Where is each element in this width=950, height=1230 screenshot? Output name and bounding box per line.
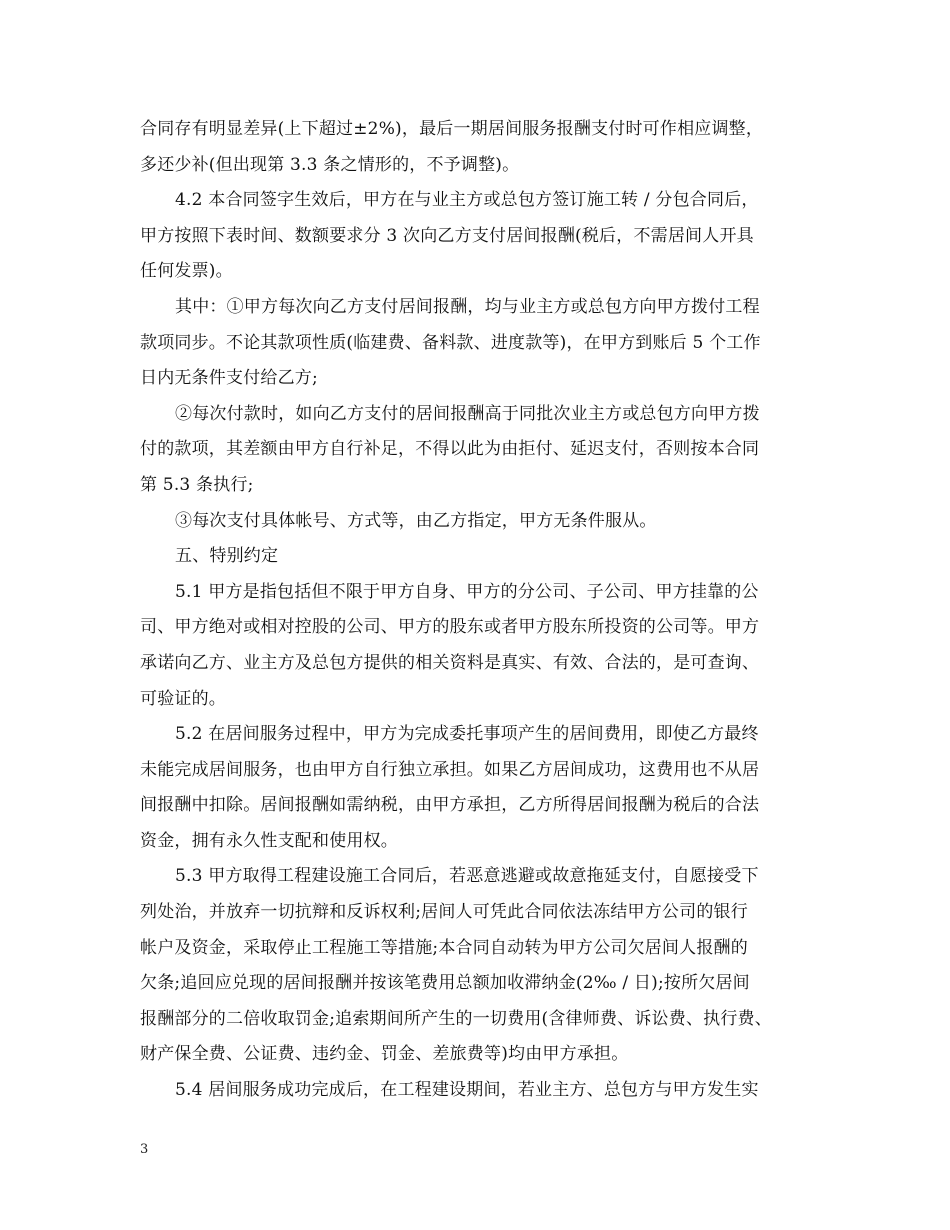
text-line: 帐户及资金，采取停止工程施工等措施;本合同自动转为甲方公司欠居间人报酬的	[140, 937, 748, 958]
text-line: 间报酬中扣除。居间报酬如需纳税，由甲方承担，乙方所得居间报酬为税后的合法	[140, 795, 760, 816]
text-line: 5.2 在居间服务过程中，甲方为完成委托事项产生的居间费用，即使乙方最终	[175, 724, 759, 745]
text-line: ③每次支付具体帐号、方式等，由乙方指定，甲方无条件服从。	[175, 510, 657, 531]
text-line: 多还少补(但出现第 3.3 条之情形的，不予调整)。	[140, 154, 520, 175]
text-line: 任何发票)。	[140, 261, 233, 282]
text-line: 款项同步。不论其款项性质(临建费、备料款、进度款等)，在甲方到账后 5 个工作	[140, 332, 761, 353]
text-line: 5.4 居间服务成功完成后，在工程建设期间，若业主方、总包方与甲方发生实	[175, 1080, 759, 1101]
text-line: 5.1 甲方是指包括但不限于甲方自身、甲方的分公司、子公司、甲方挂靠的公	[175, 581, 759, 602]
text-line: 司、甲方绝对或相对控股的公司、甲方的股东或者甲方股东所投资的公司等。甲方	[140, 617, 760, 638]
text-line: 报酬部分的二倍收取罚金;追索期间所产生的一切费用(含律师费、诉讼费、执行费、	[140, 1008, 772, 1029]
text-line: 五、特别约定	[175, 546, 279, 567]
text-line: 其中：①甲方每次向乙方支付居间报酬，均与业主方或总包方向甲方拨付工程	[175, 296, 760, 317]
text-line: 可验证的。	[140, 688, 226, 709]
text-line: 甲方按照下表时间、数额要求分 3 次向乙方支付居间报酬(税后，不需居间人开具	[140, 225, 754, 246]
text-line: ②每次付款时，如向乙方支付的居间报酬高于同批次业主方或总包方向甲方拨	[175, 403, 760, 424]
text-line: 4.2 本合同签字生效后，甲方在与业主方或总包方签订施工转 / 分包合同后，	[175, 190, 759, 211]
text-line: 未能完成居间服务，也由甲方自行独立承担。如果乙方居间成功，这费用也不从居	[140, 759, 760, 780]
text-line: 欠条;追回应兑现的居间报酬并按该笔费用总额加收滞纳金(2‰ / 日);按所欠居间	[140, 973, 750, 994]
text-line: 日内无条件支付给乙方;	[140, 368, 318, 389]
document-body	[140, 112, 830, 1109]
text-line: 5.3 甲方取得工程建设施工合同后，若恶意逃避或故意拖延支付，自愿接受下	[175, 866, 759, 887]
text-line: 列处治，并放弃一切抗辩和反诉权利;居间人可凭此合同依法冻结甲方公司的银行	[140, 902, 748, 923]
text-line: 承诺向乙方、业主方及总包方提供的相关资料是真实、有效、合法的，是可查询、	[140, 652, 760, 673]
text-line: 付的款项，其差额由甲方自行补足，不得以此为由拒付、延迟支付，否则按本合同	[140, 439, 760, 460]
text-line: 财产保全费、公证费、违约金、罚金、差旅费等)均由甲方承担。	[140, 1044, 629, 1065]
text-line: 资金，拥有永久性支配和使用权。	[140, 830, 398, 851]
page-number: 3	[140, 1142, 149, 1157]
text-line: 合同存有明显差异(上下超过±2%)，最后一期居间服务报酬支付时可作相应调整，	[140, 119, 764, 139]
text-line: 第 5.3 条执行;	[140, 474, 254, 495]
